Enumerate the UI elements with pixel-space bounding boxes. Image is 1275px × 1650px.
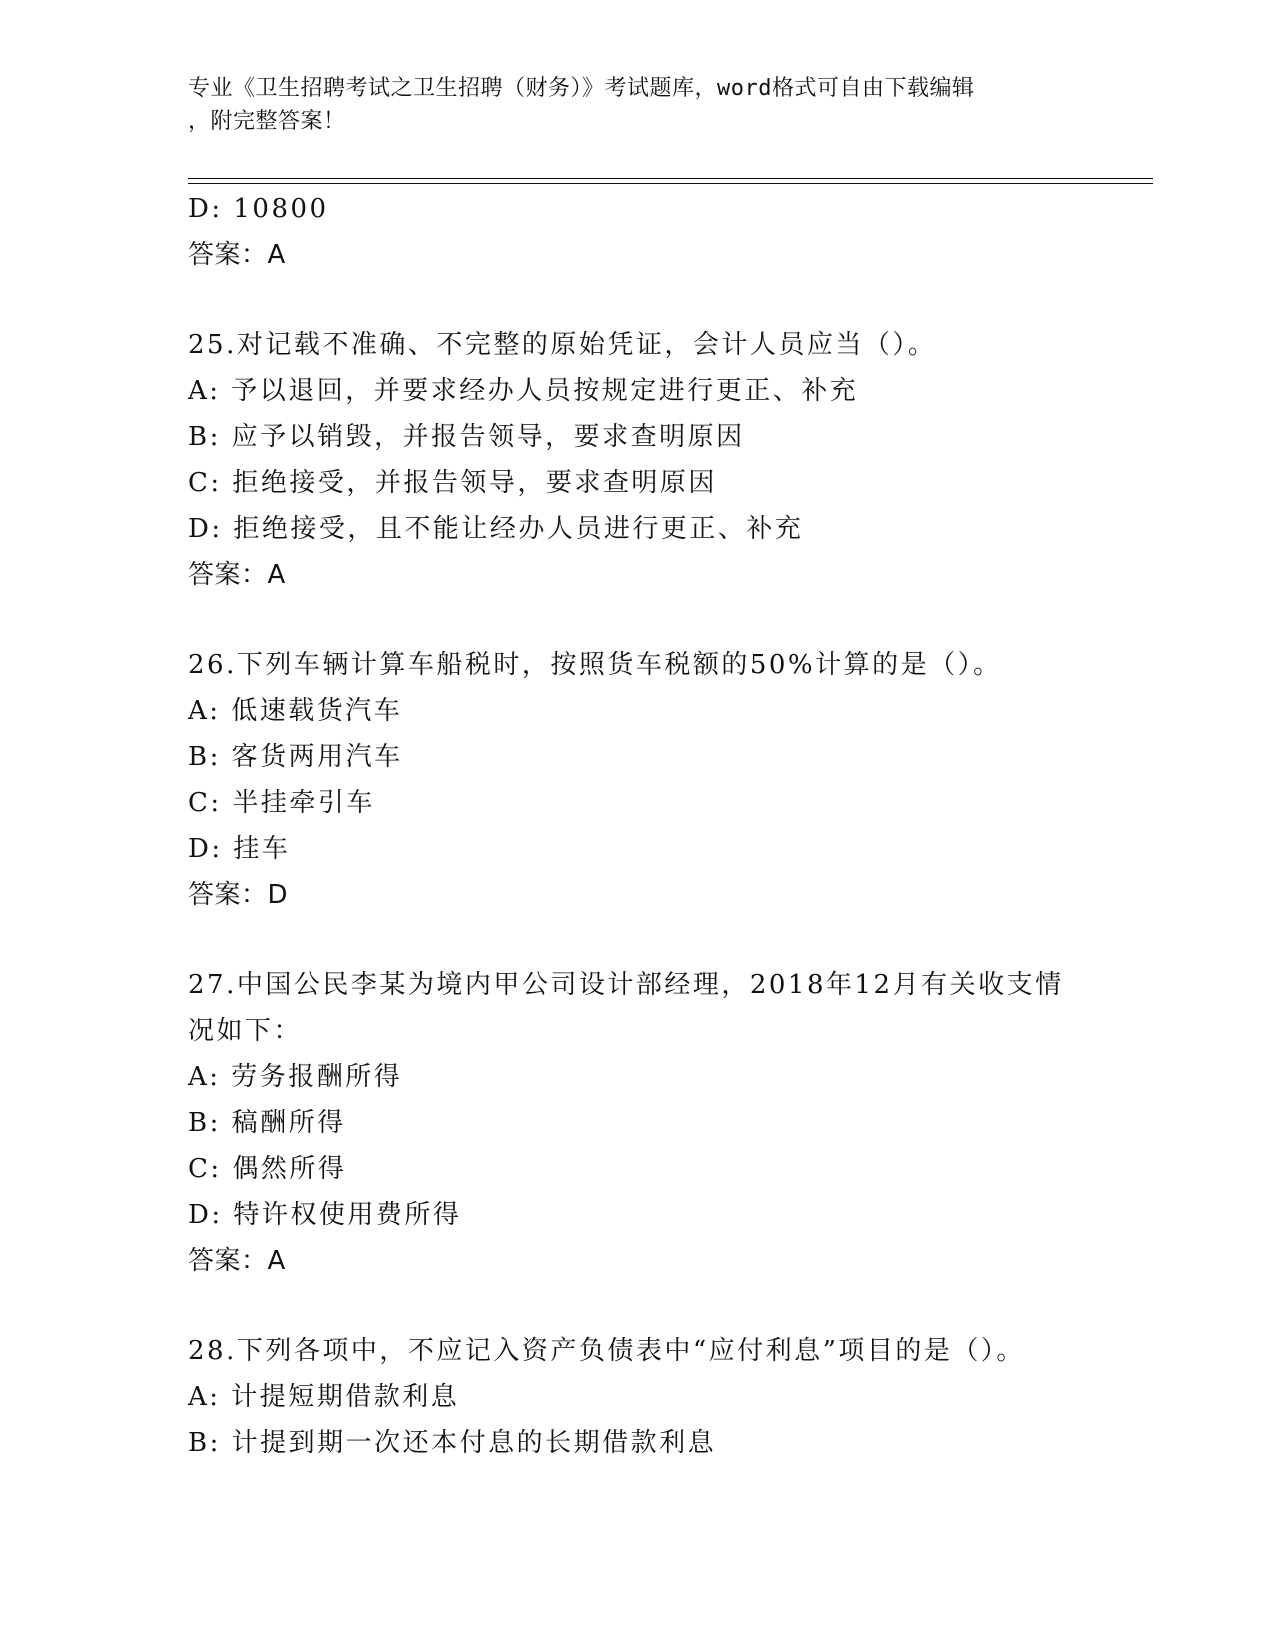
question-stem: 25.对记载不准确、不完整的原始凭证，会计人员应当（）。 [188, 330, 937, 360]
option-c: C: 偶然所得 [188, 1154, 347, 1184]
answer-line: 答案：A [188, 1246, 286, 1276]
question-28 [188, 1328, 1088, 1466]
question-stem-line-1: 27.中国公民李某为境内甲公司设计部经理，2018年12月有关收支情 [188, 970, 1064, 1000]
question-list [188, 186, 1088, 1466]
option-a: A: 计提短期借款利息 [188, 1382, 460, 1412]
answer-line: 答案：A [188, 240, 286, 270]
option-d: D: 拒绝接受，且不能让经办人员进行更正、补充 [188, 514, 804, 544]
question-27 [188, 962, 1088, 1284]
option-b: B: 稿酬所得 [188, 1108, 346, 1138]
header-divider-bottom [188, 183, 1153, 184]
question-25 [188, 322, 1088, 598]
question-stem-line-2: 况如下： [188, 1016, 303, 1046]
option-b: B: 应予以销毁，并报告领导，要求查明原因 [188, 422, 745, 452]
header-divider-top [188, 178, 1153, 179]
question-stem: 26.下列车辆计算车船税时，按照货车税额的50%计算的是（）。 [188, 650, 1002, 680]
option-a: A: 劳务报酬所得 [188, 1062, 403, 1092]
previous-question-tail [188, 186, 1088, 278]
question-stem: 28.下列各项中，不应记入资产负债表中“应付利息”项目的是（）。 [188, 1336, 1025, 1366]
option-b: B: 计提到期一次还本付息的长期借款利息 [188, 1428, 717, 1458]
option-a: A: 予以退回，并要求经办人员按规定进行更正、补充 [188, 376, 859, 406]
option-d: D: 10800 [188, 194, 329, 224]
answer-line: 答案：D [188, 880, 289, 910]
answer-line: 答案：A [188, 560, 286, 590]
option-d: D: 挂车 [188, 834, 291, 864]
option-c: C: 半挂牵引车 [188, 788, 375, 818]
header-line-1: 专业《卫生招聘考试之卫生招聘（财务）》考试题库，word格式可自由下载编辑 [188, 76, 975, 101]
header-line-2: ，附完整答案！ [188, 109, 346, 134]
document-header [188, 72, 1068, 138]
question-26 [188, 642, 1088, 918]
option-a: A: 低速载货汽车 [188, 696, 403, 726]
option-c: C: 拒绝接受，并报告领导，要求查明原因 [188, 468, 717, 498]
option-b: B: 客货两用汽车 [188, 742, 403, 772]
option-d: D: 特许权使用费所得 [188, 1200, 462, 1230]
